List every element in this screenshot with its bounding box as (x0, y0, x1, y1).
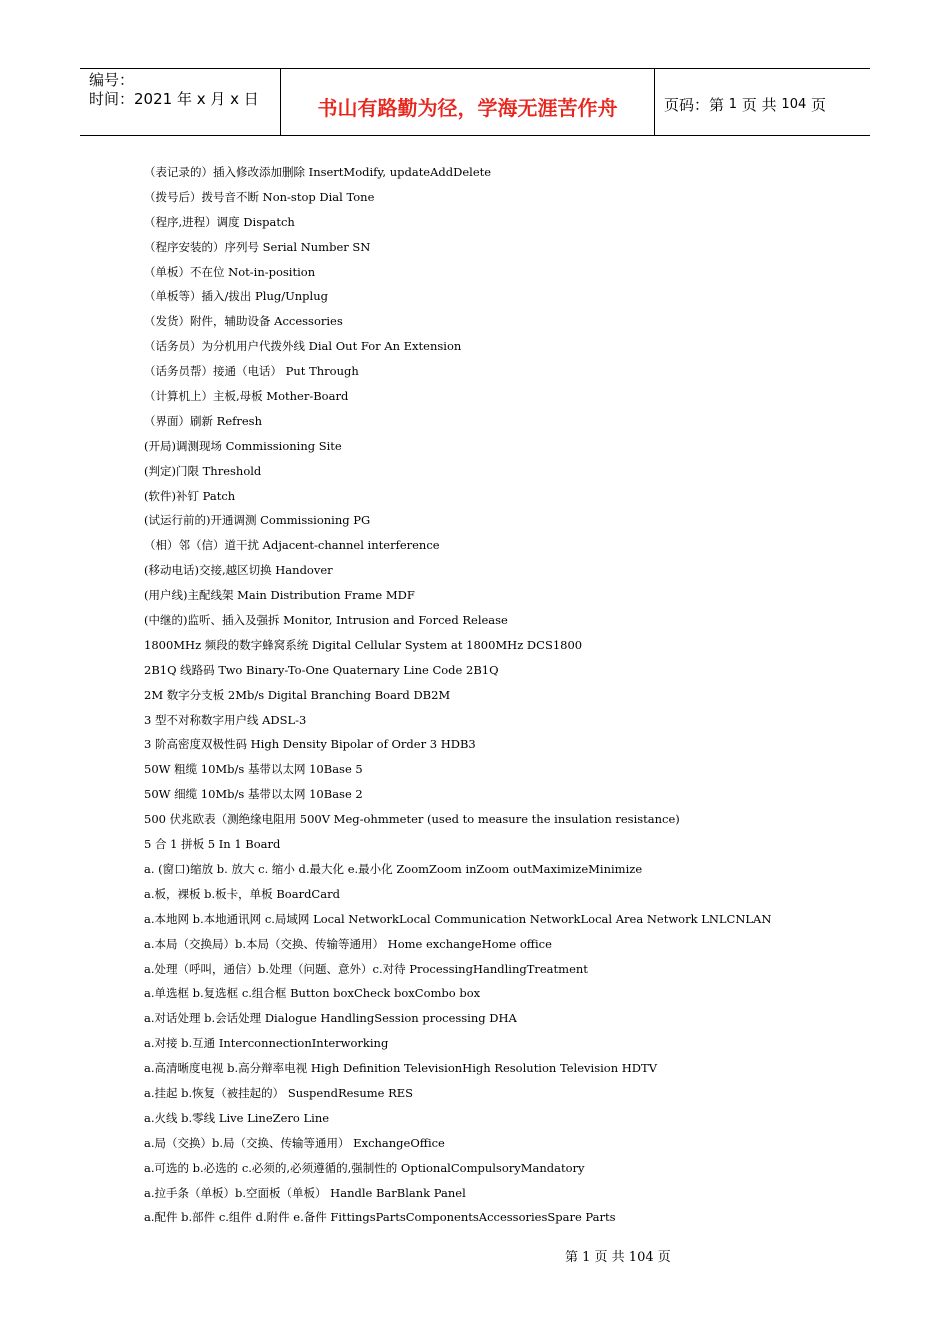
document-time-label: 时间：2021 年 x 月 x 日 (89, 90, 259, 108)
glossary-entry: （单板等）插入/拔出 Plug/Unplug (144, 289, 328, 304)
glossary-entry: a.火线 b.零线 Live LineZero Line (144, 1110, 330, 1125)
glossary-entry: 2B1Q 线路码 Two Binary-To-One Quaternary Line Code 2B1Q (144, 662, 499, 677)
glossary-entry: (判定)门限 Threshold (144, 463, 262, 478)
glossary-entry: a. (窗口)缩放 b. 放大 c. 缩小 d.最大化 e.最小化 ZoomZoom inZoom outMaximizeMinimize (144, 861, 643, 876)
document-number-label: 编号： (89, 71, 135, 89)
glossary-entry: a.配件 b.部件 c.组件 d.附件 e.备件 FittingsPartsComponentsAccessoriesSpare Parts (144, 1210, 616, 1225)
glossary-entry: a.对接 b.互通 InterconnectionInterworking (144, 1036, 389, 1051)
glossary-entry: （发货）附件，辅助设备 Accessories (144, 314, 343, 329)
glossary-entry: 500 伏兆欧表（测绝缘电阻用 500V Meg-ohmmeter (used to measure the insulation resistance) (144, 812, 680, 827)
glossary-entry: (开局)调测现场 Commissioning Site (144, 438, 342, 453)
glossary-entry: （话务员帮）接通（电话） Put Through (144, 364, 359, 379)
glossary-entry: （相）邻（信）道干扰 Adjacent-channel interference (144, 538, 440, 553)
glossary-entry: 2M 数字分支板 2Mb/s Digital Branching Board DB2M (144, 687, 451, 702)
glossary-entry: （拨号后）拨号音不断 Non-stop Dial Tone (144, 189, 375, 204)
header-meta (80, 69, 281, 135)
glossary-entry: (试运行前的)开通调测 Commissioning PG (144, 513, 371, 528)
glossary-entry: （表记录的）插入修改添加删除 InsertModify, updateAddDelete (144, 165, 492, 179)
glossary-entry: 3 阶高密度双极性码 High Density Bipolar of Order 3 HDB3 (144, 737, 476, 752)
glossary-entry: (软件)补钉 Patch (144, 488, 236, 503)
glossary-entry: 1800MHz 频段的数字蜂窝系统 Digital Cellular System at 1800MHz DCS1800 (144, 637, 583, 652)
glossary-entry: a.对话处理 b.会话处理 Dialogue HandlingSession processing DHA (144, 1011, 517, 1026)
glossary-entry: a.本地网 b.本地通讯网 c.局域网 Local NetworkLocal Communication NetworkLocal Area Network LNLCNLAN (144, 911, 772, 926)
header-motto: 书山有路勤为径，学海无涯苦作舟 (281, 69, 655, 135)
glossary-entry: a.可选的 b.必选的 c.必须的,必须遵循的,强制性的 OptionalCompulsoryMandatory (144, 1160, 585, 1175)
page-total: 104 (781, 96, 807, 112)
glossary-entry: a.高清晰度电视 b.高分辩率电视 High Definition TelevisionHigh Resolution Television HDTV (144, 1061, 658, 1076)
glossary-entry: (移动电话)交接,越区切换 Handover (144, 563, 333, 578)
glossary-entry: 5 合 1 拼板 5 In 1 Board (144, 837, 281, 852)
glossary-entry: a.拉手条（单板）b.空面板（单板） Handle BarBlank Panel (144, 1185, 466, 1200)
glossary-entry: （话务员）为分机用户代拨外线 Dial Out For An Extension (144, 339, 462, 354)
glossary-entry: 50W 粗缆 10Mb/s 基带以太网 10Base 5 (144, 762, 363, 777)
glossary-entry: （程序安装的）序列号 Serial Number SN (144, 239, 371, 254)
glossary-list (144, 160, 864, 1230)
page-current: 1 (728, 96, 738, 112)
page-header (80, 68, 870, 136)
glossary-entry: （计算机上）主板,母板 Mother-Board (144, 389, 349, 404)
glossary-entry: a.板，裸板 b.板卡，单板 BoardCard (144, 886, 340, 901)
glossary-entry: a.处理（呼叫，通信）b.处理（问题、意外）c.对待 ProcessingHandlingTreatment (144, 961, 588, 976)
glossary-entry: （单板）不在位 Not-in-position (144, 264, 316, 279)
glossary-entry: 3 型不对称数字用户线 ADSL-3 (144, 712, 307, 727)
header-page-info (655, 69, 870, 135)
glossary-entry: a.单选框 b.复选框 c.组合框 Button boxCheck boxCombo box (144, 986, 481, 1001)
glossary-entry: (用户线)主配线架 Main Distribution Frame MDF (144, 588, 415, 603)
page-footer: 第 1 页 共 104 页 (565, 1250, 671, 1265)
page-suffix: 页 (811, 95, 827, 114)
glossary-entry: a.局（交换）b.局（交换、传输等通用） ExchangeOffice (144, 1135, 445, 1150)
glossary-entry: （程序,进程）调度 Dispatch (144, 214, 295, 229)
glossary-entry: a.挂起 b.恢复（被挂起的） SuspendResume RES (144, 1085, 414, 1100)
glossary-entry: （界面）刷新 Refresh (144, 413, 262, 428)
glossary-entry: (中继的)监听、插入及强拆 Monitor, Intrusion and Forced Release (144, 613, 508, 628)
glossary-entry: 50W 细缆 10Mb/s 基带以太网 10Base 2 (144, 787, 363, 802)
page-mid: 页 共 (741, 95, 777, 114)
glossary-entry: a.本局（交换局）b.本局（交换、传输等通用） Home exchangeHome office (144, 936, 552, 951)
page-prefix: 页码：第 (664, 95, 725, 114)
